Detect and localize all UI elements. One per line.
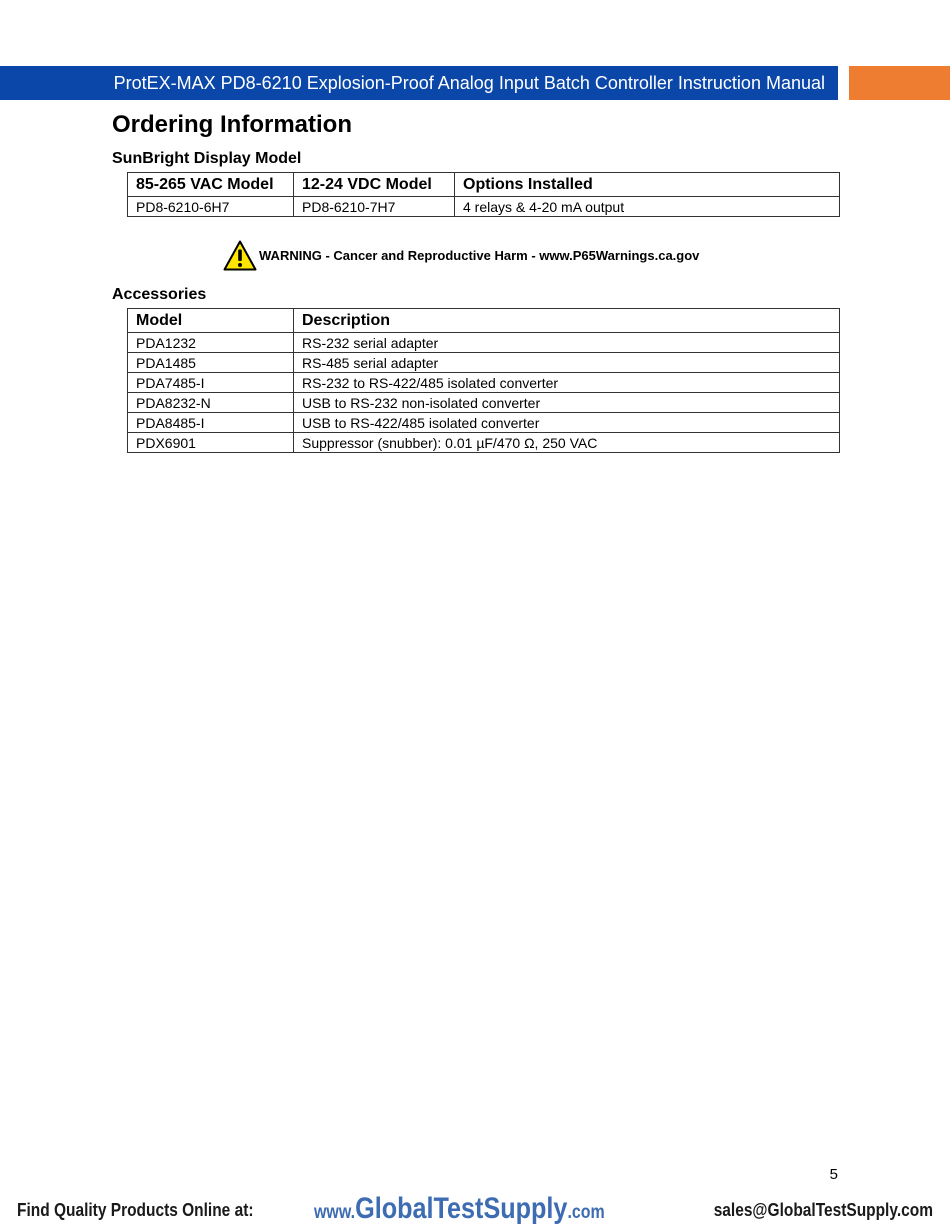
table-cell: PDX6901 — [128, 433, 294, 453]
table-cell: PDA8485-I — [128, 413, 294, 433]
table-cell: Suppressor (snubber): 0.01 µF/470 Ω, 250 VAC — [294, 433, 840, 453]
column-header: 12-24 VDC Model — [294, 173, 455, 197]
table-row — [128, 413, 840, 433]
column-header: Model — [128, 309, 294, 333]
table-cell: PDA7485-I — [128, 373, 294, 393]
page-title: Ordering Information — [112, 111, 352, 138]
header-bar — [0, 66, 838, 100]
url-main: GlobalTestSupply — [355, 1192, 568, 1225]
warning-triangle-icon — [223, 240, 257, 271]
sunbright-table — [127, 172, 840, 217]
table-cell: PDA8232-N — [128, 393, 294, 413]
table-header-row — [128, 309, 840, 333]
table-row — [128, 373, 840, 393]
table-cell: PDA1232 — [128, 333, 294, 353]
table-row — [128, 433, 840, 453]
table-cell: USB to RS-422/485 isolated converter — [294, 413, 840, 433]
table-row — [128, 393, 840, 413]
column-header: 85-265 VAC Model — [128, 173, 294, 197]
footer-tagline: Find Quality Products Online at: — [17, 1200, 254, 1220]
table-row — [128, 197, 840, 217]
table-row — [128, 333, 840, 353]
footer-website-link[interactable] — [314, 1192, 605, 1226]
warning-text: WARNING - Cancer and Reproductive Harm - www.P65Warnings.ca.gov — [259, 247, 700, 263]
table-cell: RS-232 serial adapter — [294, 333, 840, 353]
accessories-heading: Accessories — [112, 286, 207, 303]
table-cell: PDA1485 — [128, 353, 294, 373]
sunbright-heading: SunBright Display Model — [112, 150, 302, 167]
header-accent-block — [849, 66, 950, 100]
table-header-row — [128, 173, 840, 197]
table-cell: RS-485 serial adapter — [294, 353, 840, 373]
url-prefix: www. — [314, 1202, 356, 1223]
header-title: ProtEX-MAX PD8-6210 Explosion-Proof Analog Input Batch Controller Instruction Manual — [113, 73, 825, 93]
url-suffix: .com — [567, 1202, 605, 1223]
table-cell: PD8-6210-6H7 — [128, 197, 294, 217]
table-cell: 4 relays & 4-20 mA output — [455, 197, 840, 217]
table-cell: RS-232 to RS-422/485 isolated converter — [294, 373, 840, 393]
page-number: 5 — [829, 1166, 838, 1183]
column-header: Description — [294, 309, 840, 333]
table-cell: PD8-6210-7H7 — [294, 197, 455, 217]
table-row — [128, 353, 840, 373]
prop65-warning — [223, 239, 699, 271]
accessories-table — [127, 308, 840, 453]
table-cell: USB to RS-232 non-isolated converter — [294, 393, 840, 413]
footer — [0, 1192, 950, 1224]
column-header: Options Installed — [455, 173, 840, 197]
footer-email-link[interactable]: sales@GlobalTestSupply.com — [713, 1200, 933, 1220]
